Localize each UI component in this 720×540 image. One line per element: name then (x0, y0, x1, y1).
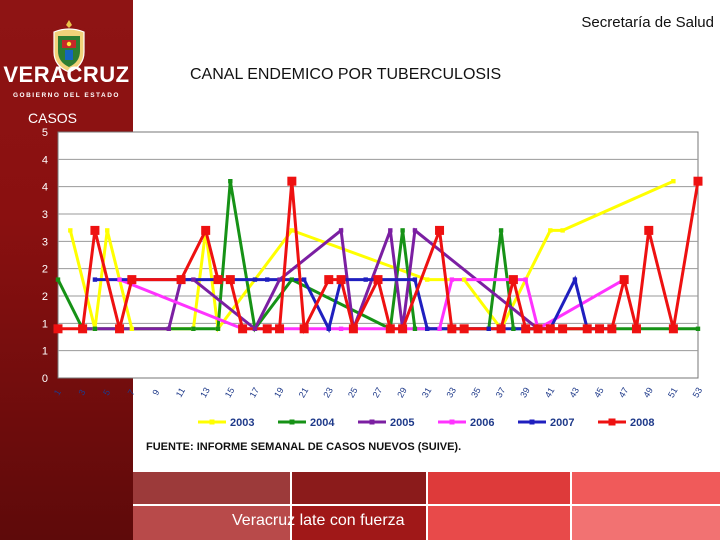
data-point-2008 (300, 324, 309, 333)
data-point-2003 (290, 228, 294, 232)
y-tick-label: 3 (41, 209, 48, 221)
data-point-2005 (191, 277, 195, 281)
x-tick-label: 3 (76, 387, 88, 398)
y-tick-label: 3 (41, 236, 48, 249)
data-point-2008 (620, 275, 629, 284)
x-tick-label: 43 (567, 385, 582, 400)
data-point-2008 (287, 177, 296, 186)
data-point-2006 (523, 277, 527, 281)
x-tick-label: 35 (469, 385, 483, 400)
x-tick-label: 17 (247, 385, 262, 400)
y-axis-label: CASOS (28, 110, 78, 126)
data-point-2008 (90, 226, 99, 235)
data-point-2003 (560, 228, 564, 232)
data-point-2008 (115, 324, 124, 333)
x-tick-label: 49 (641, 385, 656, 400)
y-tick-label: 5 (41, 127, 48, 139)
data-point-2007 (253, 277, 257, 281)
x-tick-label: 5 (101, 387, 113, 398)
data-point-2008 (534, 324, 543, 333)
x-tick-label: 39 (518, 385, 532, 400)
data-point-2004 (499, 228, 503, 232)
data-point-2003 (105, 228, 109, 232)
data-point-2008 (54, 324, 63, 333)
y-tick-label: 2 (41, 291, 48, 303)
data-point-2008 (214, 275, 223, 284)
chart-title: CANAL ENDEMICO POR TUBERCULOSIS (190, 66, 502, 83)
data-point-2003 (130, 327, 134, 331)
legend-marker-2008 (609, 419, 616, 426)
data-point-2004 (191, 327, 195, 331)
data-point-2008 (644, 226, 653, 235)
x-tick-label: 33 (444, 385, 459, 400)
data-point-2008 (595, 324, 604, 333)
data-point-2008 (558, 324, 567, 333)
x-tick-label: 51 (665, 385, 680, 400)
data-point-2008 (694, 177, 703, 186)
ministry-label: Secretaría de Salud (581, 14, 714, 31)
x-tick-label: 1 (51, 387, 63, 398)
data-point-2004 (56, 277, 60, 281)
legend-marker-2007 (530, 420, 535, 425)
x-tick-label: 15 (222, 385, 237, 400)
data-point-2008 (398, 324, 407, 333)
y-tick-label: 1 (41, 318, 48, 331)
x-tick-label: 23 (321, 385, 336, 400)
x-tick-label: 45 (592, 385, 606, 400)
data-point-2007 (265, 277, 269, 281)
data-point-2008 (583, 324, 592, 333)
data-point-2008 (669, 324, 678, 333)
data-point-2006 (117, 277, 121, 281)
y-tick-label: 4 (41, 154, 48, 167)
legend-marker-2003 (210, 420, 215, 425)
data-point-2004 (696, 327, 700, 331)
x-tick-label: 21 (296, 385, 311, 400)
legend-marker-2005 (370, 420, 375, 425)
data-point-2008 (521, 324, 530, 333)
data-point-2008 (386, 324, 395, 333)
data-point-2008 (349, 324, 358, 333)
legend-marker-2004 (290, 420, 295, 425)
x-tick-label: 11 (173, 385, 188, 400)
legend-label-2008: 2008 (630, 417, 655, 429)
data-point-2008 (447, 324, 456, 333)
data-point-2008 (226, 275, 235, 284)
source-note: FUENTE: INFORME SEMANAL DE CASOS NUEVOS (SUIVE). (146, 441, 462, 453)
brand-name: VERACRUZ (3, 62, 130, 87)
data-point-2006 (437, 327, 441, 331)
data-point-2004 (511, 327, 515, 331)
data-point-2007 (302, 277, 306, 281)
legend-label-2006: 2006 (470, 417, 495, 429)
data-point-2008 (201, 226, 210, 235)
data-point-2008 (632, 324, 641, 333)
data-point-2008 (509, 275, 518, 284)
data-point-2004 (228, 179, 232, 183)
data-point-2006 (450, 277, 454, 281)
data-point-2007 (573, 277, 577, 281)
data-point-2007 (487, 327, 491, 331)
data-point-2008 (263, 324, 272, 333)
y-tick-label: 4 (41, 181, 48, 194)
x-tick-label: 47 (616, 385, 631, 400)
x-tick-label: 27 (370, 385, 385, 400)
x-tick-label: 7 (125, 387, 137, 398)
data-point-2004 (93, 327, 97, 331)
data-point-2008 (78, 324, 87, 333)
data-point-2003 (425, 277, 429, 281)
y-tick-label: 2 (41, 263, 48, 276)
data-point-2005 (339, 228, 343, 232)
x-tick-label: 19 (272, 385, 286, 400)
x-tick-label: 29 (395, 385, 409, 400)
data-point-2003 (671, 179, 675, 183)
data-point-2005 (388, 228, 392, 232)
x-tick-label: 41 (542, 385, 557, 400)
legend-label-2007: 2007 (550, 417, 575, 429)
data-point-2004 (290, 277, 294, 281)
data-point-2005 (413, 228, 417, 232)
data-point-2008 (607, 324, 616, 333)
data-point-2008 (374, 275, 383, 284)
x-tick-label: 53 (690, 385, 705, 400)
data-point-2005 (253, 327, 257, 331)
x-tick-label: 13 (198, 385, 212, 400)
data-point-2007 (363, 277, 367, 281)
data-point-2008 (275, 324, 284, 333)
data-point-2004 (413, 327, 417, 331)
data-point-2003 (548, 228, 552, 232)
data-point-2004 (216, 327, 220, 331)
data-point-2008 (435, 226, 444, 235)
data-point-2008 (337, 275, 346, 284)
data-point-2008 (324, 275, 333, 284)
footer-band (133, 470, 720, 540)
data-point-2005 (277, 277, 281, 281)
data-point-2007 (413, 277, 417, 281)
data-point-2007 (93, 277, 97, 281)
data-point-2008 (460, 324, 469, 333)
data-point-2006 (339, 327, 343, 331)
data-point-2008 (127, 275, 136, 284)
legend-label-2003: 2003 (230, 417, 255, 429)
x-tick-label: 9 (150, 387, 162, 398)
legend-label-2004: 2004 (310, 417, 335, 429)
data-point-2008 (497, 324, 506, 333)
data-point-2003 (68, 228, 72, 232)
legend-label-2005: 2005 (390, 417, 415, 429)
data-point-2008 (546, 324, 555, 333)
data-point-2007 (425, 327, 429, 331)
x-tick-label: 25 (345, 385, 360, 400)
data-point-2008 (238, 324, 247, 333)
data-point-2007 (327, 327, 331, 331)
x-tick-label: 37 (493, 385, 508, 400)
brand-subtitle: GOBIERNO DEL ESTADO (13, 92, 120, 99)
y-tick-label: 1 (41, 345, 48, 358)
data-point-2008 (177, 275, 186, 284)
footer-slogan: Veracruz late con fuerza (232, 512, 405, 529)
legend-marker-2006 (450, 420, 455, 425)
data-point-2003 (462, 277, 466, 281)
data-point-2004 (400, 228, 404, 232)
plot-area (58, 132, 698, 378)
x-tick-label: 31 (419, 385, 434, 400)
data-point-2005 (167, 327, 171, 331)
y-tick-label: 0 (41, 373, 48, 385)
